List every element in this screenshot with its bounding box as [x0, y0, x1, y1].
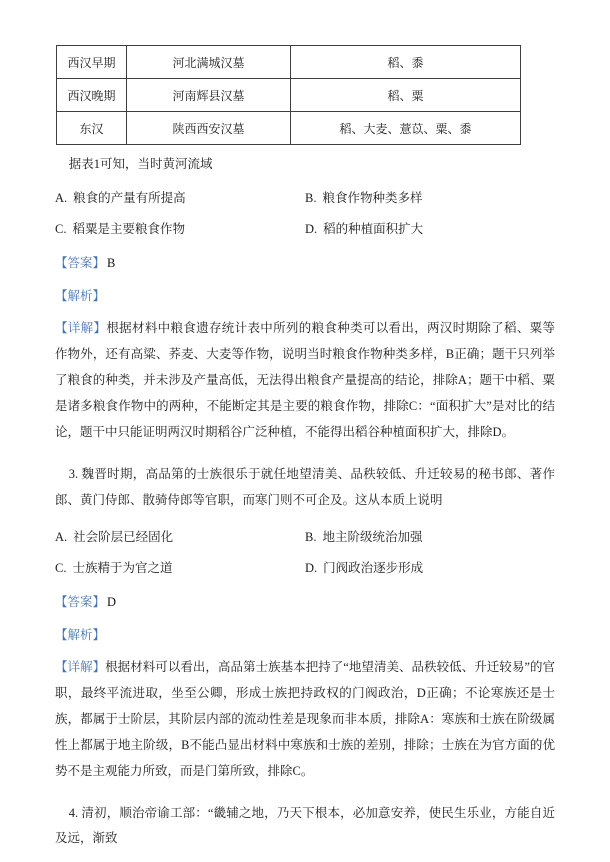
table-cell-period: 东汉 — [57, 112, 127, 145]
answer-value: B — [107, 256, 116, 271]
question-2-options — [55, 188, 555, 237]
option-label: B. — [305, 191, 317, 206]
crops-archaeology-table — [56, 45, 521, 145]
question-2-stem: 据表1可知，当时黄河流域 — [68, 157, 213, 171]
analysis-marker: 【解析】 — [55, 289, 106, 304]
option-label: A. — [55, 191, 68, 206]
option-label: C. — [55, 222, 67, 237]
table-cell-tomb: 河北满城汉墓 — [127, 46, 291, 79]
option-d — [305, 219, 555, 237]
question-2-answer-line — [55, 253, 555, 271]
option-label: D. — [305, 560, 318, 575]
question-2-detail — [55, 315, 555, 445]
question-3-answer-line — [55, 592, 555, 610]
option-text: 稻的种植面积扩大 — [323, 222, 424, 237]
table-cell-tomb: 河南辉县汉墓 — [127, 79, 291, 112]
answer-marker: 【答案】 — [55, 256, 106, 271]
table-cell-period: 西汉早期 — [57, 46, 127, 79]
option-c — [55, 219, 305, 237]
question-3-options — [55, 527, 555, 576]
option-c — [55, 558, 305, 576]
option-b — [305, 188, 555, 206]
detail-text: 根据材料中粮食遗存统计表中所列的粮食种类可以看出，两汉时期除了稻、粟等作物外，还有高粱、荞麦、大麦等作物，说明当时粮食作物种类多样，B正确；题干只列举了粮食的种类，并未涉及产量高低，无法得出粮食产量提高的结论，排除A；题干中稻、粟是诸多粮食作物中的两种，不能断定其是主要的粮食作物，排除C：“面积扩大”是对比的结论，题干中只能证明两汉时期稻谷广泛种植，不能得出稻谷种植面积扩大，排除D。 — [55, 321, 555, 440]
option-label: D. — [305, 222, 318, 237]
option-a — [55, 188, 305, 206]
detail-marker: 【详解】 — [55, 321, 107, 336]
question-3-stem: 3. 魏晋时期，高品第的士族很乐于就任地望清美、品秩较低、升迁较易的秘书郎、著作郎、黄门侍郎、散骑侍郎等官职，而寒门则不可企及。这从本质上说明 — [55, 467, 555, 507]
option-label: A. — [55, 529, 68, 544]
option-text: 稻粟是主要粮食作物 — [72, 222, 185, 237]
option-text: 士族精于为官之道 — [72, 560, 173, 575]
option-text: 社会阶层已经固化 — [73, 529, 174, 544]
option-label: C. — [55, 560, 67, 575]
table-row — [57, 46, 521, 79]
analysis-marker: 【解析】 — [55, 627, 106, 642]
detail-text: 根据材料可以看出，高品第士族基本把持了“地望清美、品秩较低、升迁较易”的官职，最终平流进取，坐至公卿，形成士族把持政权的门阀政治，D正确；不论寒族还是士族，都属于士阶层，其阶层内部的流动性差是现象而非本质，排除A：寒族和士族在阶级属性上都属于地主阶级，B不能凸显出材料中寒族和士族的差别，排除；士族在为官方面的优势不是主观能力所致，而是门第所致，排除C。 — [55, 659, 555, 778]
question-2-analysis-marker — [55, 286, 555, 304]
table-cell-period: 西汉晚期 — [57, 79, 127, 112]
table-cell-crops: 稻、大麦、薏苡、粟、黍 — [291, 112, 521, 145]
table-cell-tomb: 陕西西安汉墓 — [127, 112, 291, 145]
table-cell-crops: 稻、黍 — [291, 46, 521, 79]
option-a — [55, 527, 305, 545]
option-text: 地主阶级统治加强 — [322, 529, 423, 544]
option-d — [305, 558, 555, 576]
answer-marker: 【答案】 — [55, 594, 106, 609]
table-row — [57, 112, 521, 145]
option-label: B. — [305, 529, 317, 544]
question-3-detail — [55, 654, 555, 784]
option-text: 粮食的产量有所提高 — [73, 191, 186, 206]
option-text: 门阀政治逐步形成 — [323, 560, 424, 575]
question-3-analysis-marker — [55, 625, 555, 643]
table-row — [57, 79, 521, 112]
question-4-stem: 4. 清初，顺治帝谕工部：“畿辅之地，乃天下根本，必加意安养，使民生乐业，方能自近及远，渐致 — [55, 805, 555, 846]
answer-value: D — [107, 594, 117, 609]
table-cell-crops: 稻、粟 — [291, 79, 521, 112]
detail-marker: 【详解】 — [55, 659, 106, 674]
option-text: 粮食作物种类多样 — [322, 191, 423, 206]
option-b — [305, 527, 555, 545]
